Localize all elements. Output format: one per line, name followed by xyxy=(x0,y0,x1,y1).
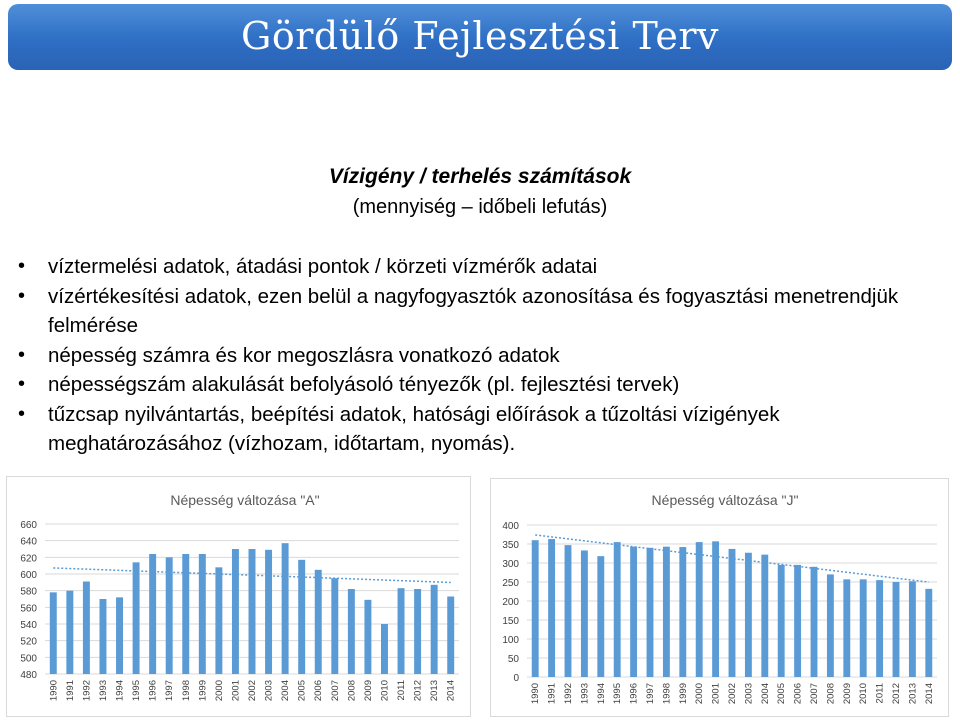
x-tick-label: 2002 xyxy=(727,683,738,705)
bullet-item: • víztermelési adatok, átadási pontok / körzeti vízmérők adatai xyxy=(14,252,954,282)
x-tick-label: 1998 xyxy=(180,680,192,702)
x-tick-label: 1990 xyxy=(48,680,60,702)
x-tick-label: 1997 xyxy=(645,683,656,705)
bullet-item: • népesség számra és kor megoszlásra vonatkozó adatok xyxy=(14,341,954,371)
x-tick-label: 1997 xyxy=(164,680,176,702)
bar xyxy=(265,550,272,674)
slide-title: Gördülő Fejlesztési Terv xyxy=(240,14,720,58)
y-tick-label: 620 xyxy=(20,553,37,565)
bar xyxy=(581,550,588,677)
y-tick-label: 480 xyxy=(20,670,37,681)
bar xyxy=(381,624,388,674)
bar xyxy=(66,591,73,674)
bar xyxy=(99,599,106,674)
x-tick-label: 1996 xyxy=(628,683,640,705)
bar xyxy=(843,579,850,677)
x-tick-label: 2008 xyxy=(346,680,358,702)
x-tick-label: 2003 xyxy=(743,683,755,705)
x-tick-label: 2002 xyxy=(247,680,258,702)
x-tick-label: 2011 xyxy=(874,683,886,704)
bar xyxy=(83,582,90,675)
bar xyxy=(133,562,140,674)
x-tick-label: 2000 xyxy=(213,680,225,702)
chart-a-title: Népesség változása "A" xyxy=(170,492,320,508)
chart-j-svg xyxy=(491,479,948,716)
x-tick-label: 2010 xyxy=(858,683,870,705)
x-tick-label: 2004 xyxy=(280,680,292,702)
bar xyxy=(827,574,834,677)
bar xyxy=(614,542,621,677)
bar xyxy=(696,542,703,677)
x-tick-label: 2003 xyxy=(263,680,275,702)
y-tick-label: 580 xyxy=(20,586,37,598)
x-tick-label: 1999 xyxy=(197,680,209,702)
bullet-item: • tűzcsap nyilvántartás, beépítési adatok, hatósági előírások a tűzoltási vízigények meghatározásához (vízhozam, időtartam, nyomás). xyxy=(14,400,954,459)
bar xyxy=(893,582,900,677)
y-tick-label: 50 xyxy=(507,654,519,665)
bar xyxy=(331,578,338,674)
x-tick-label: 2013 xyxy=(907,683,919,705)
bar xyxy=(909,581,916,677)
bar xyxy=(860,579,867,677)
x-tick-label: 2009 xyxy=(362,680,374,702)
bar xyxy=(647,548,654,677)
bar xyxy=(597,556,604,677)
x-tick-label: 1992 xyxy=(81,680,93,702)
x-tick-label: 2007 xyxy=(809,683,820,705)
x-tick-label: 1991 xyxy=(546,683,558,705)
x-tick-label: 2005 xyxy=(296,680,308,702)
section-heading: Vízigény / terhelés számítások xyxy=(328,165,632,188)
x-tick-label: 2001 xyxy=(230,680,242,702)
bar xyxy=(761,555,768,677)
bar xyxy=(630,547,637,677)
bar xyxy=(348,589,355,674)
y-tick-label: 400 xyxy=(502,521,519,532)
y-tick-label: 640 xyxy=(20,536,37,548)
x-tick-label: 1993 xyxy=(97,680,109,702)
x-tick-label: 2006 xyxy=(792,683,804,705)
bullet-item: • népességszám alakulását befolyásoló tényezők (pl. fejlesztési tervek) xyxy=(14,370,954,400)
y-tick-label: 250 xyxy=(502,578,519,589)
y-tick-label: 500 xyxy=(20,653,37,665)
x-tick-label: 2009 xyxy=(841,683,853,705)
x-tick-label: 2000 xyxy=(694,683,706,705)
bar xyxy=(431,585,438,674)
bar xyxy=(925,589,932,677)
y-tick-label: 540 xyxy=(20,620,37,631)
x-tick-label: 2014 xyxy=(923,683,935,705)
chart-a-svg xyxy=(7,477,470,716)
x-tick-label: 2012 xyxy=(891,683,902,705)
section-subheading: (mennyiség – időbeli lefutás) xyxy=(352,196,608,218)
x-tick-label: 2011 xyxy=(396,680,408,701)
x-tick-label: 2001 xyxy=(710,683,722,705)
x-tick-label: 1992 xyxy=(563,683,574,705)
bar xyxy=(398,588,405,674)
chart-j-title: Népesség változása "J" xyxy=(651,492,799,508)
x-tick-label: 2005 xyxy=(776,683,788,705)
bar xyxy=(876,580,883,677)
y-tick-label: 200 xyxy=(502,597,519,608)
bar xyxy=(794,565,801,677)
y-tick-label: 560 xyxy=(20,603,37,615)
bar xyxy=(116,597,123,674)
x-tick-label: 2010 xyxy=(379,680,391,702)
y-tick-label: 100 xyxy=(502,635,519,646)
x-tick-label: 1994 xyxy=(595,683,607,705)
y-tick-label: 0 xyxy=(513,673,519,684)
y-tick-label: 350 xyxy=(502,540,519,551)
bar xyxy=(282,543,289,674)
bar xyxy=(249,549,256,674)
bar xyxy=(232,549,239,674)
x-tick-label: 2007 xyxy=(329,680,341,702)
x-tick-label: 2014 xyxy=(445,680,457,702)
bullet-list xyxy=(14,252,954,459)
bar xyxy=(663,547,670,677)
y-tick-label: 520 xyxy=(20,636,37,648)
x-tick-label: 1990 xyxy=(530,683,542,705)
y-tick-label: 660 xyxy=(20,520,37,531)
bar xyxy=(548,539,555,677)
bar xyxy=(199,554,206,674)
bar xyxy=(447,597,454,675)
bar xyxy=(364,600,371,674)
bar xyxy=(182,554,189,674)
bar xyxy=(414,589,421,674)
x-tick-label: 1998 xyxy=(661,683,673,705)
bar xyxy=(166,557,173,674)
x-tick-label: 2006 xyxy=(313,680,325,702)
x-tick-label: 1999 xyxy=(677,683,689,705)
bar xyxy=(532,540,539,677)
bar xyxy=(315,570,322,674)
bar xyxy=(811,567,818,677)
y-tick-label: 600 xyxy=(20,570,37,581)
x-tick-label: 2004 xyxy=(759,683,771,705)
x-tick-label: 2012 xyxy=(412,680,424,702)
bar xyxy=(745,553,752,677)
x-tick-label: 2008 xyxy=(825,683,837,705)
bullet-item: • vízértékesítési adatok, ezen belül a nagyfogyasztók azonosítása és fogyasztási menetrendjük felmérése xyxy=(14,282,954,341)
bar xyxy=(50,592,57,674)
y-tick-label: 300 xyxy=(502,559,519,570)
x-tick-label: 1995 xyxy=(131,680,143,702)
chart-population-j xyxy=(490,478,949,717)
bar xyxy=(729,549,736,677)
bar xyxy=(215,567,222,674)
chart-population-a xyxy=(6,476,471,717)
x-tick-label: 1994 xyxy=(114,680,126,702)
x-tick-label: 1996 xyxy=(147,680,159,702)
y-tick-label: 150 xyxy=(502,616,519,627)
x-tick-label: 1995 xyxy=(612,683,624,705)
x-tick-label: 1993 xyxy=(579,683,591,705)
bar xyxy=(565,545,572,677)
bar xyxy=(778,565,785,677)
x-tick-label: 2013 xyxy=(429,680,441,702)
x-tick-label: 1991 xyxy=(64,680,76,702)
bar xyxy=(712,541,719,677)
bar xyxy=(679,547,686,677)
